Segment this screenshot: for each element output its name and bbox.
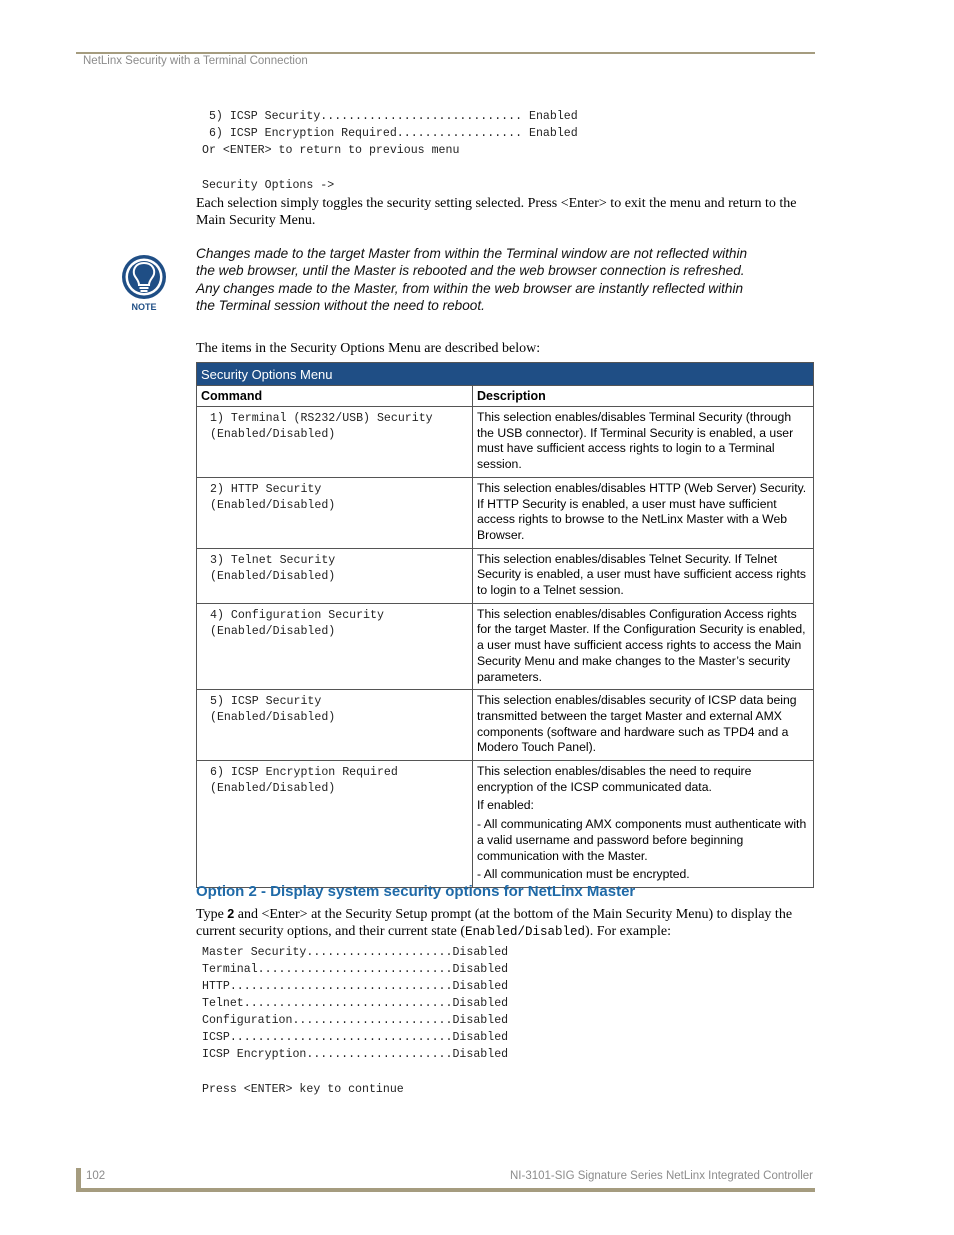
row-command: 2) HTTP Security (Enabled/Disabled) (197, 477, 473, 548)
row-command: 3) Telnet Security (Enabled/Disabled) (197, 548, 473, 603)
note-text-1: Changes made to the target Master from within the Terminal window are not reflected within the web browser, until the Master is rebooted and the web browser connection is refreshed. (196, 246, 748, 279)
intro-paragraph: Each selection simply toggles the security setting selected. Press <Enter> to exit the menu and return to the Main Security Menu. (196, 196, 797, 228)
status-line-icsp-encryption: ICSP Encryption.....................Disabled (202, 1048, 509, 1061)
code-line-icsp-security: 5) ICSP Security............................. Enabled (202, 110, 578, 123)
status-line-terminal: Terminal............................Disabled (202, 963, 509, 976)
footer-rule (76, 1188, 815, 1192)
continue-prompt: Press <ENTER> key to continue (202, 1083, 404, 1096)
code-prompt: Security Options -> (202, 179, 335, 192)
row-description: This selection enables/disables Telnet Security. If Telnet Security is enabled, a user must have sufficient access rights to login to a Telnet session. (473, 548, 814, 603)
status-line-master: Master Security.....................Disabled (202, 946, 509, 959)
status-line-telnet: Telnet..............................Disabled (202, 997, 509, 1010)
row-command: 1) Terminal (RS232/USB) Security (Enabled/Disabled) (197, 407, 473, 478)
row-description: This selection enables/disables Configuration Access rights for the target Master. If the Configuration Security is enabled, a user must have sufficient access rights to access the Main Security Menu and make changes to the Master’s security parameters. (473, 603, 814, 690)
code-line-icsp-encryption: 6) ICSP Encryption Required.................. Enabled (202, 127, 578, 140)
row-description: This selection enables/disables Terminal Security (through the USB connector). If Terminal Security is enabled, a user must have sufficient access rights to login to a Terminal session. (473, 407, 814, 478)
running-header: NetLinx Security with a Terminal Connection (83, 55, 308, 67)
table-row (197, 603, 814, 690)
table-row (197, 548, 814, 603)
table-row (197, 477, 814, 548)
page-number: 102 (86, 1170, 106, 1182)
table-intro: The items in the Security Options Menu are described below: (196, 341, 541, 356)
status-line-configuration: Configuration.......................Disabled (202, 1014, 509, 1027)
option2-paragraph: Type 2 and <Enter> at the Security Setup prompt (at the bottom of the Main Security Menu) to display the current security options, and their current state (Enabled/Disabled). For example: (196, 907, 793, 939)
table-title: Security Options Menu (197, 363, 814, 386)
header-rule (76, 52, 815, 54)
row-description: This selection enables/disables the need to require encryption of the ICSP communicated data. If enabled: - All communicating AMX components must authenticate with a valid username and password before beginning communication with the Master. - All communication must be encrypted. (473, 761, 814, 888)
status-line-http: HTTP................................Disabled (202, 980, 509, 993)
note-icon (119, 252, 169, 314)
note-text-2: Any changes made to the Master, from within the web browser are instantly reflected within the Terminal session without the need to reboot. (196, 280, 744, 314)
code-line-return: Or <ENTER> to return to previous menu (202, 144, 460, 157)
footer-doc-title: NI-3101-SIG Signature Series NetLinx Integrated Controller (510, 1170, 813, 1182)
row-description: This selection enables/disables security of ICSP data being transmitted between the target Master and external AMX components (software and hardware such as TPD4 and a Modero Touch Panel). (473, 690, 814, 761)
security-options-table (196, 362, 814, 888)
column-header-command: Command (197, 386, 473, 407)
section-heading: Option 2 - Display system security options for NetLinx Master (196, 883, 636, 900)
row-description: This selection enables/disables HTTP (Web Server) Security. If HTTP Security is enabled, a user must have sufficient access rights to browse to the NetLinx Master with a Web Browser. (473, 477, 814, 548)
table-row (197, 407, 814, 478)
row-command: 4) Configuration Security (Enabled/Disabled) (197, 603, 473, 690)
note-icon-label: NOTE (131, 302, 157, 312)
row-command: 5) ICSP Security (Enabled/Disabled) (197, 690, 473, 761)
status-line-icsp: ICSP................................Disabled (202, 1031, 509, 1044)
row-command: 6) ICSP Encryption Required (Enabled/Disabled) (197, 761, 473, 888)
column-header-description: Description (473, 386, 814, 407)
table-row (197, 690, 814, 761)
table-row (197, 761, 814, 888)
note-text (196, 245, 756, 315)
